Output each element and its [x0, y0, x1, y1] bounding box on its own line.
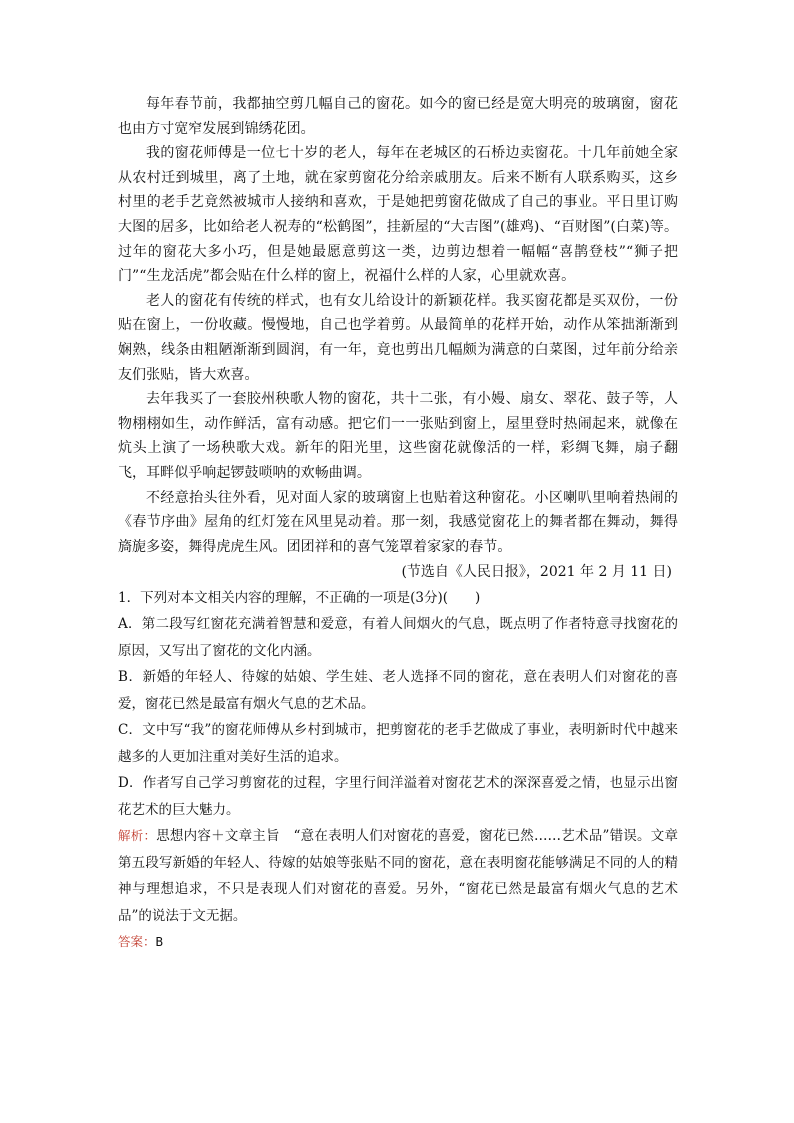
article-paragraph-2: 我的窗花师傅是一位七十岁的老人，每年在老城区的石桥边卖窗花。十几年前她全家从农村迁到城里，离了土地，就在家剪窗花分给亲戚朋友。后来不断有人联系购买，这乡村里的老手艺竟然被城市人接纳和喜欢，于是她把剪窗花做成了自己的事业。平日里订购大图的居多，比如给老人祝寿的“松鹤图”，挂新屋的“大吉图”(雄鸡)、“百财图”(白菜)等。过年的窗花大多小巧，但是她最愿意剪这一类，边剪边想着一幅幅“喜鹊登枝”“狮子把门”“生龙活虎”都会贴在什么样的窗上，祝福什么样的人家，心里就欢喜。	[118, 145, 678, 285]
article-paragraph-1: 每年春节前，我都抽空剪几幅自己的窗花。如今的窗已经是宽大明亮的玻璃窗，窗花也由方寸宽窄发展到锦绣花团。	[118, 96, 678, 137]
question-option-b: B．新婚的年轻人、待嫁的姑娘、学生娃、老人选择不同的窗花，意在表明人们对窗花的喜爱，窗花已然是最富有烟火气息的艺术品。	[118, 669, 678, 712]
question-option-d: D．作者写自己学习剪窗花的过程，字里行间洋溢着对窗花艺术的深深喜爱之情，也显示出窗花艺术的巨大魅力。	[118, 775, 678, 818]
question-option-c: C．文中写“我”的窗花师傅从乡村到城市，把剪窗花的老手艺做成了事业，表明新时代中越来越多的人更加注重对美好生活的追求。	[118, 722, 678, 765]
analysis-block	[118, 823, 678, 929]
analysis-label: 解析：	[118, 828, 157, 844]
answer-block	[118, 929, 678, 956]
analysis-text: 思想内容＋文章主旨 “意在表明人们对窗花的喜爱，窗花已然……艺术品”错误。文章第五段写新婚的年轻人、待嫁的姑娘等张贴不同的窗花，意在表明窗花能够满足不同的人的精神与理想追求，不只是表现人们对窗花的喜爱。另外，“窗花已然是最富有烟火气息的艺术品”的说法于文无据。	[118, 828, 678, 924]
article-paragraph-3: 老人的窗花有传统的样式，也有女儿给设计的新颖花样。我买窗花都是买双份，一份贴在窗上，一份收藏。慢慢地，自己也学着剪。从最简单的花样开始，动作从笨拙渐渐到娴熟，线条由粗陋渐渐到圆润，有一年，竟也剪出几幅颇为满意的白菜图，过年前分给亲友们张贴，皆大欢喜。	[118, 292, 678, 383]
document-content	[118, 92, 678, 956]
question-stem: 1．下列对本文相关内容的理解，不正确的一项是(3分)( )	[118, 589, 481, 606]
answer-value: B	[155, 934, 164, 950]
question-option-a: A．第二段写红窗花充满着智慧和爱意，有着人间烟火的气息，既点明了作者特意寻找窗花的原因，又写出了窗花的文化内涵。	[118, 616, 678, 659]
article-source: (节选自《人民日报》，2021 年 2 月 11 日)	[401, 564, 672, 581]
article-paragraph-5: 不经意抬头往外看，见对面人家的玻璃窗上也贴着这种窗花。小区喇叭里响着热闹的《春节序曲》屋角的红灯笼在风里晃动着。那一刻，我感觉窗花上的舞者都在舞动，舞得旖旎多姿，舞得虎虎生风。团团祥和的喜气笼罩着家家的春节。	[118, 489, 678, 555]
article-paragraph-4: 去年我买了一套胶州秧歌人物的窗花，共十二张，有小嫚、扇女、翠花、鼓子等，人物栩栩如生，动作鲜活，富有动感。把它们一一张贴到窗上，屋里登时热闹起来，就像在炕头上演了一场秧歌大戏。新年的阳光里，这些窗花就像活的一样，彩绸飞舞，扇子翻飞，耳畔似乎响起锣鼓唢呐的欢畅曲调。	[118, 391, 678, 481]
answer-label: 答案：	[118, 934, 156, 950]
